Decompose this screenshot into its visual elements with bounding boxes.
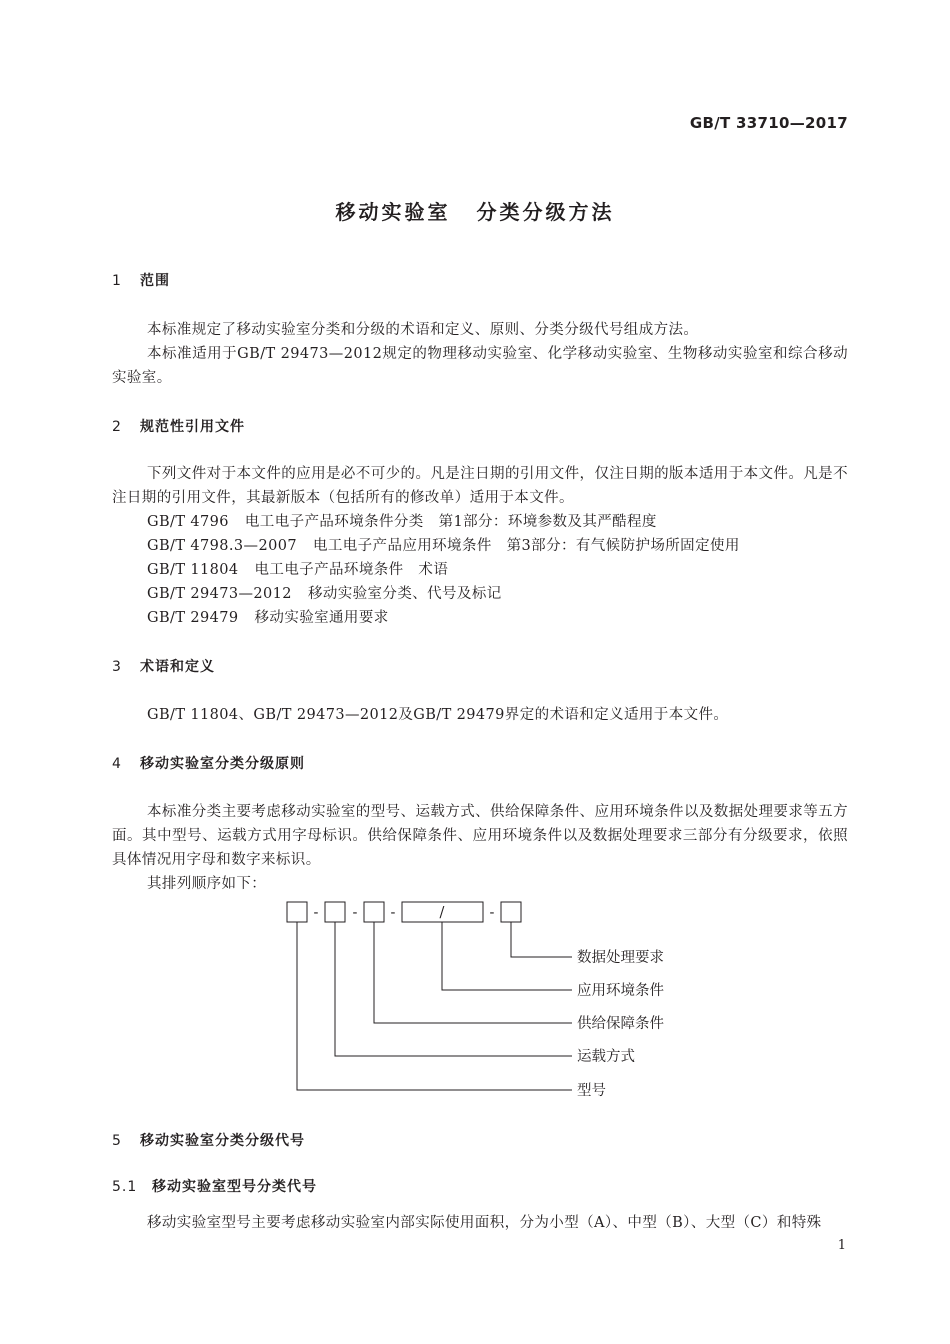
code-box-environment xyxy=(402,902,483,922)
page-number: 1 xyxy=(837,1238,846,1253)
leader-line-model xyxy=(297,922,572,1090)
section-number: 3 xyxy=(112,659,122,675)
section-title: 术语和定义 xyxy=(140,659,215,675)
reference-title: 电工电子产品环境条件 术语 xyxy=(254,562,449,578)
label-supply-conditions: 供给保障条件 xyxy=(577,1016,664,1032)
reference-item xyxy=(147,582,502,606)
reference-code: GB/T 4796 xyxy=(147,514,229,530)
section-number: 5 xyxy=(112,1133,122,1149)
reference-item xyxy=(147,558,448,582)
section-title: 移动实验室型号分类代号 xyxy=(152,1179,317,1195)
standard-number-header: GB/T 33710—2017 xyxy=(689,114,848,132)
section-1-paragraph-2: 本标准适用于GB/T 29473—2012规定的物理移动实验室、化学移动实验室、生物移动实验室和综合移动实验室。 xyxy=(112,346,848,386)
code-box-data xyxy=(501,902,521,922)
reference-title: 电工电子产品应用环境条件 第3部分：有气候防护场所固定使用 xyxy=(312,538,740,554)
code-box-model xyxy=(287,902,307,922)
section-5-1-paragraph: 移动实验室型号主要考虑移动实验室内部实际使用面积，分为小型（A）、中型（B）、大型（C）和特殊 xyxy=(147,1215,822,1231)
leader-line-environment xyxy=(442,922,572,990)
reference-title: 移动实验室分类、代号及标记 xyxy=(307,586,502,602)
separator-dash: - xyxy=(313,905,319,921)
leader-line-transport xyxy=(335,922,572,1056)
section-2-heading xyxy=(112,416,245,436)
slash-separator: / xyxy=(439,905,445,921)
label-data-processing: 数据处理要求 xyxy=(577,950,664,966)
code-box-transport xyxy=(325,902,345,922)
reference-code: GB/T 29473—2012 xyxy=(147,586,292,602)
reference-code: GB/T 4798.3—2007 xyxy=(147,538,297,554)
section-1-paragraph-1: 本标准规定了移动实验室分类和分级的术语和定义、原则、分类分级代号组成方法。 xyxy=(147,322,699,338)
section-5-1-heading xyxy=(112,1176,317,1196)
separator-dash: - xyxy=(352,905,358,921)
reference-code: GB/T 11804 xyxy=(147,562,239,578)
label-transport-mode: 运载方式 xyxy=(577,1049,635,1065)
label-model: 型号 xyxy=(577,1083,606,1099)
order-intro: 其排列顺序如下： xyxy=(147,876,267,892)
section-number: 5.1 xyxy=(112,1179,138,1195)
section-title: 移动实验室分类分级原则 xyxy=(140,756,305,772)
reference-code: GB/T 29479 xyxy=(147,610,239,626)
section-title: 规范性引用文件 xyxy=(140,419,245,435)
title-part-2: 分类分级方法 xyxy=(476,200,615,224)
section-number: 2 xyxy=(112,419,122,435)
title-part-1: 移动实验室 xyxy=(335,200,451,224)
code-box-supply xyxy=(364,902,384,922)
section-3-paragraph: GB/T 11804、GB/T 29473—2012及GB/T 29479界定的术语和定义适用于本文件。 xyxy=(147,707,729,723)
section-number: 1 xyxy=(112,273,122,289)
separator-dash: - xyxy=(390,905,396,921)
label-application-environment: 应用环境条件 xyxy=(577,983,664,999)
leader-line-data xyxy=(511,922,572,957)
section-number: 4 xyxy=(112,756,122,772)
reference-title: 电工电子产品环境条件分类 第1部分：环境参数及其严酷程度 xyxy=(244,514,657,530)
document-title xyxy=(0,196,950,225)
leader-line-supply xyxy=(374,922,572,1023)
section-4-heading xyxy=(112,753,305,773)
reference-item xyxy=(147,510,657,534)
section-2-paragraph: 下列文件对于本文件的应用是必不可少的。凡是注日期的引用文件，仅注日期的版本适用于本文件。凡是不注日期的引用文件，其最新版本（包括所有的修改单）适用于本文件。 xyxy=(112,466,848,506)
section-title: 范围 xyxy=(140,273,170,289)
section-title: 移动实验室分类分级代号 xyxy=(140,1133,305,1149)
section-4-paragraph: 本标准分类主要考虑移动实验室的型号、运载方式、供给保障条件、应用环境条件以及数据处理要求等五方面。其中型号、运载方式用字母标识。供给保障条件、应用环境条件以及数据处理要求三部分有分级要求，依照具体情况用字母和数字来标识。 xyxy=(112,804,848,868)
separator-dash: - xyxy=(489,905,495,921)
section-5-heading xyxy=(112,1130,305,1150)
reference-item xyxy=(147,606,389,630)
reference-item xyxy=(147,534,740,558)
section-1-heading xyxy=(112,270,170,290)
section-3-heading xyxy=(112,656,215,676)
reference-title: 移动实验室通用要求 xyxy=(254,610,389,626)
